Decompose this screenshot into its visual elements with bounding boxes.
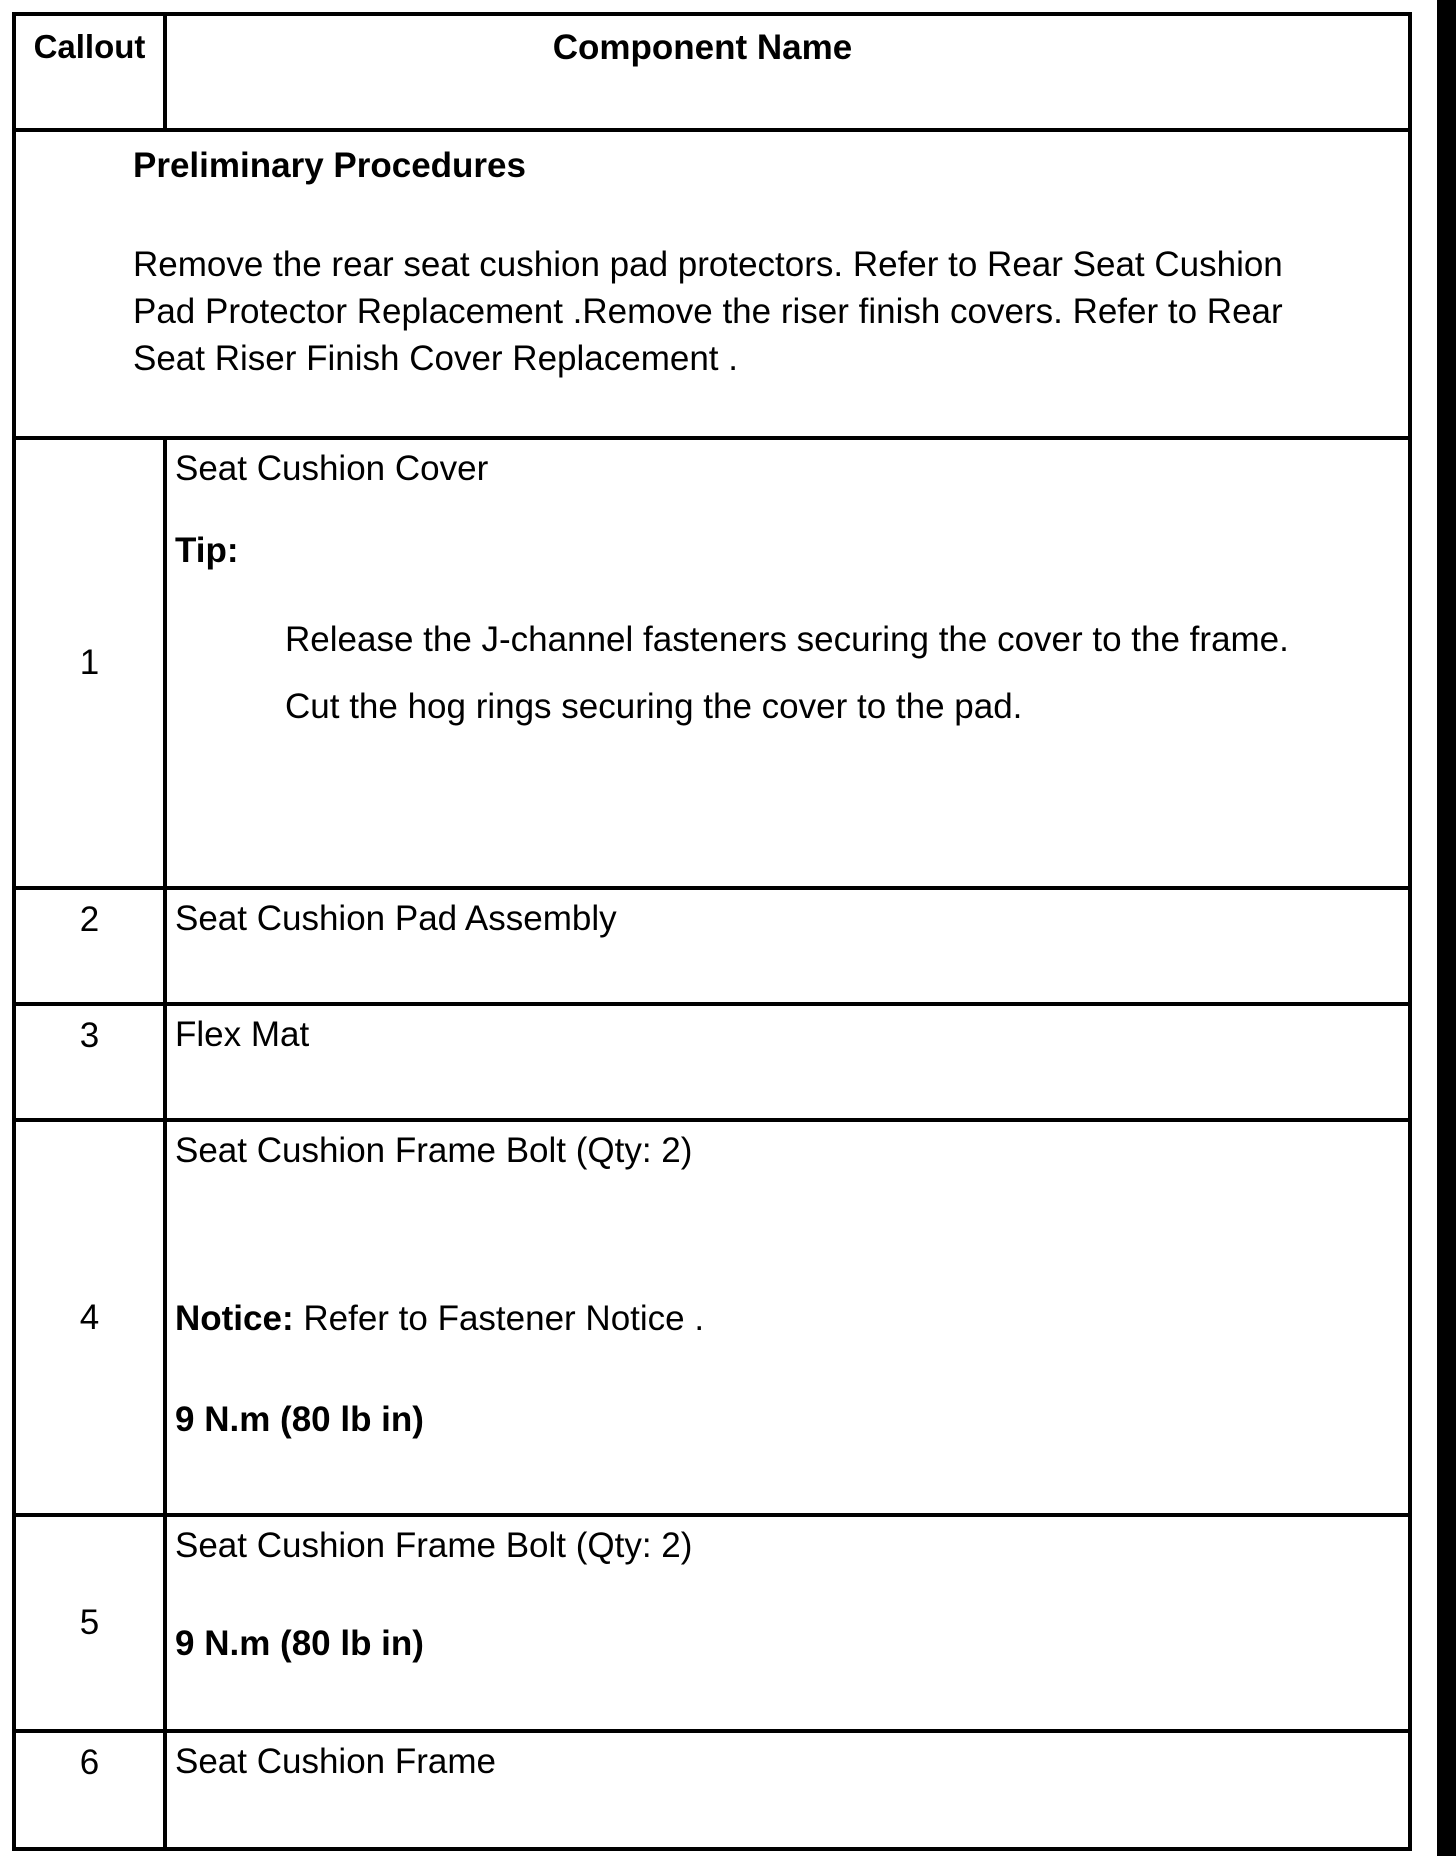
table-row xyxy=(14,888,1410,1004)
component-name: Seat Cushion Frame xyxy=(175,1742,496,1781)
tip-steps xyxy=(285,619,1388,728)
callout-number: 1 xyxy=(14,438,165,888)
callout-number: 3 xyxy=(14,1004,165,1120)
torque-spec: 9 N.m (80 lb in) xyxy=(175,1624,424,1663)
component-cell xyxy=(165,888,1410,1004)
component-cell xyxy=(165,438,1410,888)
table-row xyxy=(14,1731,1410,1849)
component-cell xyxy=(165,1731,1410,1849)
callout-number: 4 xyxy=(14,1120,165,1515)
table-row xyxy=(14,1120,1410,1515)
callout-number: 2 xyxy=(14,888,165,1004)
tip-label: Tip: xyxy=(175,531,239,570)
component-name: Seat Cushion Frame Bolt (Qty: 2) xyxy=(175,1526,693,1565)
component-name-column-header: Component Name xyxy=(165,14,1410,130)
notice-label: Notice: xyxy=(175,1299,294,1338)
component-cell xyxy=(165,1120,1410,1515)
tip-step: Cut the hog rings securing the cover to the pad. xyxy=(285,687,1023,726)
tip-step: Release the J-channel fasteners securing the cover to the frame. xyxy=(285,620,1289,659)
preliminary-procedures-cell xyxy=(14,130,1410,438)
callout-number: 6 xyxy=(14,1731,165,1849)
callout-number: 5 xyxy=(14,1515,165,1731)
preliminary-procedures-text: Remove the rear seat cushion pad protectors. Refer to Rear Seat Cushion Pad Protector Replacement .Remove the riser finish covers. Refer to Rear Seat Riser Finish Cover Replacement . xyxy=(133,245,1283,378)
table-row xyxy=(14,1004,1410,1120)
component-name: Seat Cushion Cover xyxy=(175,449,489,488)
table-header-row xyxy=(14,14,1410,130)
preliminary-procedures-title: Preliminary Procedures xyxy=(133,146,526,185)
notice-line xyxy=(175,1298,1388,1340)
component-name: Flex Mat xyxy=(175,1015,310,1054)
component-table xyxy=(12,12,1412,1851)
table-row xyxy=(14,438,1410,888)
component-cell xyxy=(165,1515,1410,1731)
component-cell xyxy=(165,1004,1410,1120)
preliminary-procedures-row xyxy=(14,130,1410,438)
component-name: Seat Cushion Pad Assembly xyxy=(175,899,617,938)
torque-spec: 9 N.m (80 lb in) xyxy=(175,1400,424,1439)
callout-column-header: Callout xyxy=(14,14,165,130)
notice-text: Refer to Fastener Notice . xyxy=(293,1299,705,1338)
table-row xyxy=(14,1515,1410,1731)
component-name: Seat Cushion Frame Bolt (Qty: 2) xyxy=(175,1131,693,1170)
page-edge-rule xyxy=(1437,0,1456,1856)
